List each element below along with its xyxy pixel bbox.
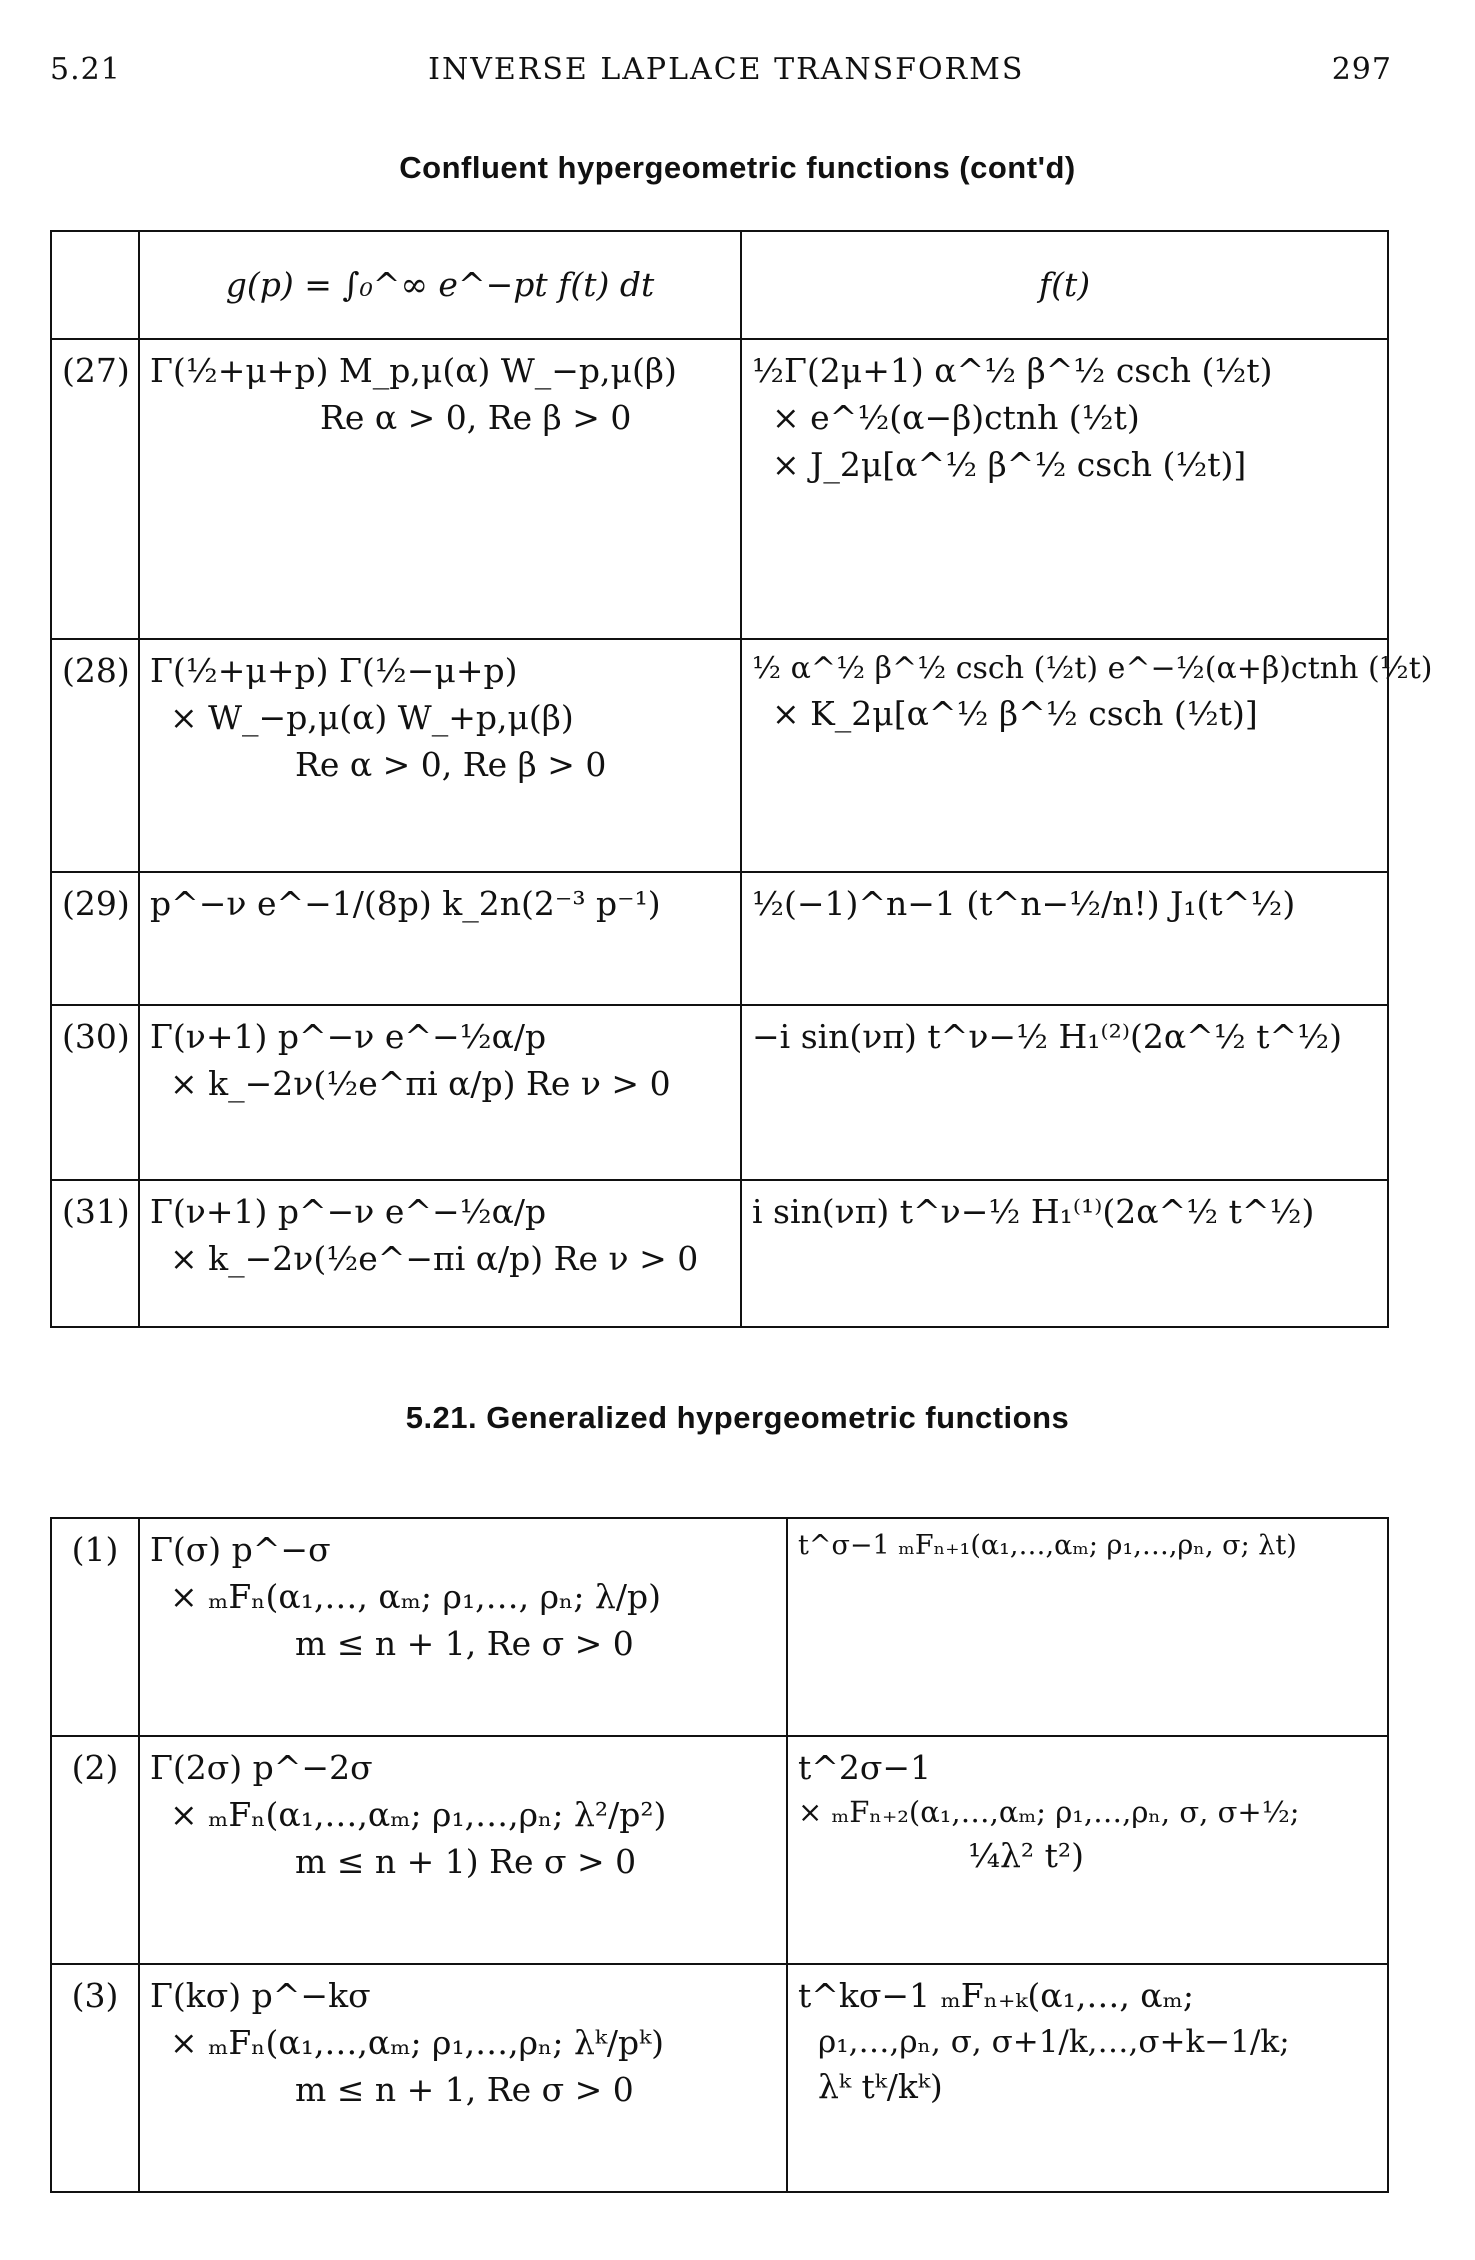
f-line: i sin(νπ) t^ν−½ H₁⁽¹⁾(2α^½ t^½) <box>752 1192 1315 1231</box>
f-line: ½Γ(2μ+1) α^½ β^½ csch (½t) <box>752 351 1273 390</box>
row-number: (27) <box>51 339 139 639</box>
f-line: × K_2μ[α^½ β^½ csch (½t)] <box>772 693 1258 733</box>
page-number: 297 <box>1331 52 1392 87</box>
row-number: (28) <box>51 639 139 872</box>
row-number: (29) <box>51 872 139 1005</box>
f-cell <box>741 1005 1388 1180</box>
g-cell <box>139 1964 787 2192</box>
row-number: (2) <box>51 1736 139 1964</box>
g-line: Γ(½+μ+p) Γ(½−μ+p) <box>150 651 518 690</box>
g-line: × k_−2ν(½e^πi α/p) Re ν > 0 <box>170 1063 671 1103</box>
g-line: × ₘFₙ(α₁,…,αₘ; ρ₁,…,ρₙ; λᵏ/pᵏ) <box>170 2022 665 2062</box>
table-row <box>51 339 1388 639</box>
g-line: Re α > 0, Re β > 0 <box>320 397 632 437</box>
f-cell <box>741 339 1388 639</box>
f-cell <box>787 1736 1388 1964</box>
f-line: t^kσ−1 ₘFₙ₊ₖ(α₁,…, αₘ; <box>798 1976 1194 2015</box>
row-number: (31) <box>51 1180 139 1327</box>
g-line: p^−ν e^−1/(8p) k_2n(2⁻³ p⁻¹) <box>150 884 661 923</box>
f-line: × J_2μ[α^½ β^½ csch (½t)] <box>772 444 1247 484</box>
f-cell <box>787 1518 1388 1736</box>
g-cell <box>139 339 741 639</box>
running-title: INVERSE LAPLACE TRANSFORMS <box>428 52 1025 87</box>
continued-section-title: Confluent hypergeometric functions (cont'd) <box>399 150 1076 185</box>
g-line: Γ(ν+1) p^−ν e^−½α/p <box>150 1017 547 1056</box>
g-cell <box>139 1005 741 1180</box>
table-row <box>51 1518 1388 1736</box>
table-row <box>51 1736 1388 1964</box>
generalized-section-title: 5.21. Generalized hypergeometric functions <box>405 1400 1070 1435</box>
f-cell <box>741 639 1433 872</box>
g-line: × W_−p,μ(α) W_+p,μ(β) <box>170 697 574 737</box>
f-line: ½(−1)^n−1 (t^n−½/n!) J₁(t^½) <box>752 884 1296 923</box>
page-header <box>50 52 1392 87</box>
table-row <box>51 639 1388 872</box>
confluent-hypergeometric-table <box>50 230 1433 1328</box>
f-line: ½ α^½ β^½ csch (½t) e^−½(α+β)ctnh (½t) <box>752 651 1433 686</box>
f-line: t^σ−1 ₘFₙ₊₁(α₁,…,αₘ; ρ₁,…,ρₙ, σ; λt) <box>798 1530 1297 1561</box>
g-line: Γ(ν+1) p^−ν e^−½α/p <box>150 1192 547 1231</box>
header-g-cell: g(p) = ∫₀^∞ e^−pt f(t) dt <box>139 231 741 339</box>
f-cell <box>741 1180 1388 1327</box>
generalized-hypergeometric-table <box>50 1517 1389 2193</box>
table-row <box>51 872 1388 1005</box>
g-line: m ≤ n + 1, Re σ > 0 <box>295 2069 634 2109</box>
g-cell <box>139 1518 787 1736</box>
f-line: ρ₁,…,ρₙ, σ, σ+1/k,…,σ+k−1/k; <box>818 2023 1290 2060</box>
g-line: × ₘFₙ(α₁,…, αₘ; ρ₁,…, ρₙ; λ/p) <box>170 1576 661 1616</box>
section-number: 5.21 <box>50 52 121 87</box>
g-line: Γ(σ) p^−σ <box>150 1530 331 1569</box>
g-line: m ≤ n + 1) Re σ > 0 <box>295 1841 637 1881</box>
g-line: Γ(½+μ+p) M_p,μ(α) W_−p,μ(β) <box>150 351 677 390</box>
header-f-cell: f(t) <box>741 231 1388 339</box>
row-number: (30) <box>51 1005 139 1180</box>
g-cell <box>139 639 741 872</box>
g-line: × ₘFₙ(α₁,…,αₘ; ρ₁,…,ρₙ; λ²/p²) <box>170 1794 667 1834</box>
f-cell <box>741 872 1388 1005</box>
header-number-cell <box>51 231 139 339</box>
row-number: (1) <box>51 1518 139 1736</box>
f-line: × ₘFₙ₊₂(α₁,…,αₘ; ρ₁,…,ρₙ, σ, σ+½; <box>798 1794 1300 1829</box>
g-cell <box>139 1180 741 1327</box>
g-line: Γ(kσ) p^−kσ <box>150 1976 371 2015</box>
table-row <box>51 1964 1388 2192</box>
g-line: Re α > 0, Re β > 0 <box>295 744 607 784</box>
f-line: λᵏ tᵏ/kᵏ) <box>818 2066 943 2106</box>
g-line: × k_−2ν(½e^−πi α/p) Re ν > 0 <box>170 1238 699 1278</box>
g-line: m ≤ n + 1, Re σ > 0 <box>295 1623 634 1663</box>
table-row <box>51 1180 1388 1327</box>
f-cell <box>787 1964 1388 2192</box>
row-number: (3) <box>51 1964 139 2192</box>
table-header-row <box>51 231 1388 339</box>
f-line: × e^½(α−β)ctnh (½t) <box>772 397 1140 437</box>
f-line: t^2σ−1 <box>798 1748 932 1787</box>
g-line: Γ(2σ) p^−2σ <box>150 1748 373 1787</box>
table-row <box>51 1005 1388 1180</box>
g-cell <box>139 872 741 1005</box>
g-cell <box>139 1736 787 1964</box>
f-line: −i sin(νπ) t^ν−½ H₁⁽²⁾(2α^½ t^½) <box>752 1017 1343 1056</box>
f-line: ¼λ² t²) <box>968 1836 1084 1876</box>
